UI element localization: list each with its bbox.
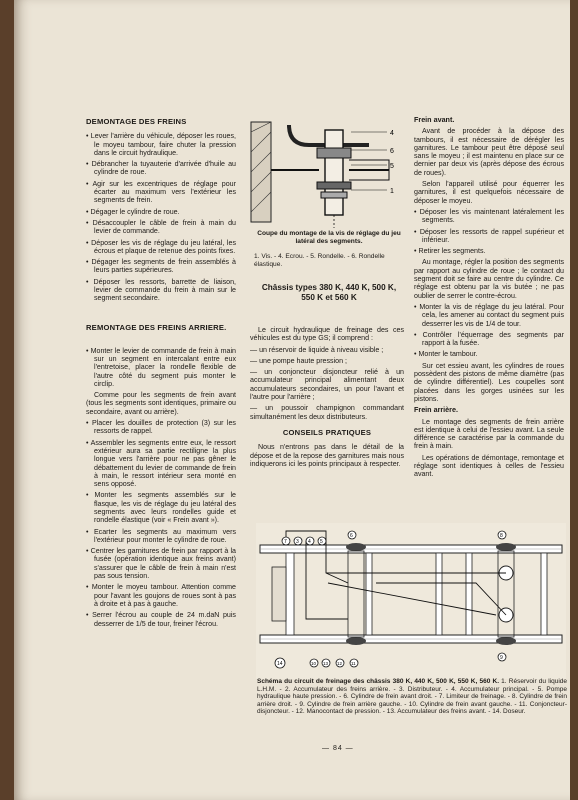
document-page [14, 0, 570, 800]
paragraph: Au montage, régler la position des segments par rapport au cylindre de roue ; le contact du segment doit se faire au centre du cylindre. Ce réglage est obtenu par la vis butée ; ne pas oublier de serrer le contre-écrou. [414, 258, 564, 300]
heading-conseils-pratiques: CONSEILS PRATIQUES [282, 427, 372, 437]
paragraph: Comme pour les segments de frein avant (tous les segments sont identiques, primaire ou secondaire, avant ou arrière). [86, 391, 236, 416]
list-item: • Serrer l'écrou au couple de 24 m.daN puis desserrer de 1/5 de tour, freiner l'écrou. [86, 611, 236, 628]
left-column [86, 118, 236, 631]
chassis-heading: Châssis types 380 K, 440 K, 500 K, 550 K et 560 K [261, 283, 397, 303]
list-item: • Ecarter les segments au maximum vers l'extérieur pour monter le cylindre de roue. [86, 527, 236, 544]
heading-remontage: REMONTAGE DES FREINS ARRIERE. [86, 322, 227, 332]
figure1-caption: Coupe du montage de la vis de réglage du jeu latéral des segments. [257, 230, 401, 245]
list-item: • Placer les douilles de protection (3) sur les ressorts de rappel. [86, 419, 236, 436]
diagram-label-12: 12 [337, 661, 343, 666]
diagram-label-4: 4 [308, 539, 311, 545]
list-item: • Déposer les ressorts, barrette de liaison, levier de commande du frein à main sur le segment secondaire. [86, 277, 236, 303]
callout-5: 5 [390, 163, 394, 170]
demontage-steps [86, 132, 236, 302]
paragraph: Nous n'entrons pas dans le détail de la dépose et de la repose des garnitures mais nous indiquerons ici les points principaux à respecter. [250, 443, 404, 468]
diagram-label-11: 11 [351, 661, 356, 666]
diagram-label-6: 6 [350, 533, 353, 539]
paragraph: Sur cet essieu avant, les cylindres de roues possèdent des pistons de même diamètre (pas de cylindre différentiel). Les coupelles sont placées dans les gorges usinées sur les pistons. [414, 361, 564, 403]
list-item: • Monter le moyeu tambour. Attention comme pour l'avant les goujons de roues sont à pas à droite et à pas à gauche. [86, 583, 236, 608]
paragraph: Selon l'appareil utilisé pour équerrer les garnitures, il est quelquefois nécessaire de déposer le moyeu. [414, 180, 564, 205]
diagram-label-10: 10 [311, 661, 317, 666]
middle-column [250, 326, 404, 471]
figure1-legend: 1. Vis. - 4. Ecrou. - 5. Rondelle. - 6. Rondelle élastique. [254, 253, 385, 268]
diagram-label-3: 3 [296, 539, 299, 545]
subheading-frein-arriere: Frein arrière. [414, 405, 458, 415]
heading-demontage: DEMONTAGE DES FREINS [86, 117, 187, 126]
list-item: — un conjoncteur disjoncteur relié à un accumulateur principal alimentant deux accumulateurs secondaires, un pour l'avant et l'autre pour l'arrière ; [250, 368, 404, 402]
list-item: • Déposer les vis de réglage du jeu latéral, les écrous et plaque de retenue des points fixes. [86, 238, 236, 255]
subheading-frein-avant: Frein avant. [414, 115, 455, 124]
list-item: • Déposer les ressorts de rappel supérieur et inférieur. [414, 227, 564, 244]
callout-1: 1 [390, 188, 394, 195]
list-item: • Désaccoupler le câble de frein à main du levier de commande. [86, 218, 236, 236]
list-item: • Déposer les vis maintenant latéralement les segments. [414, 207, 564, 225]
diagram-label-13: 13 [323, 661, 329, 666]
list-item: • Monter le levier de commande de frein à main sur un segment en intercalant entre eux l'entretoise, placer la rondelle flexible de l'autre côté du segment puis monter le circlip. [86, 346, 236, 388]
callout-6: 6 [390, 148, 394, 155]
list-item: • Monter les segments assemblés sur le flasque, les vis de réglage du jeu latéral des segments avec leurs rondelles guide et rondelle élastique (voir « Frein avant »). [86, 491, 236, 525]
list-item: • Contrôler l'équerrage des segments par rapport à la fusée. [414, 330, 564, 348]
paragraph: Avant de procéder à la dépose des tambours, il est nécessaire de dérégler les garnitures. Le tambour peut être déposé seul sans le moyeu ; il est maintenu en place sur ce dernier par deux vis (après dépose des écrous de roues). [414, 127, 564, 177]
paragraph: Le montage des segments de frein arrière est identique à celui de l'essieu avant. La seule différence se caractérise par la commande du frein à main. [414, 417, 564, 451]
list-item: — un poussoir champignon commandant simultanément les deux distributeurs. [250, 404, 404, 421]
list-item: • Centrer les garnitures de frein par rapport à la fusée (opération identique aux freins avant) s'assurer que le câble de frein à main n'est pas sous tension. [86, 547, 236, 581]
remontage-steps [86, 347, 236, 628]
diagram-label-5: 5 [320, 539, 323, 545]
diagram-label-9: 9 [500, 655, 503, 661]
list-item: • Dégager les segments de frein assemblés à leurs parties supérieures. [86, 258, 236, 275]
paragraph: Les opérations de démontage, remontage et réglage sont identiques à celles de l'essieu avant. [414, 453, 564, 479]
diagram-label-14: 14 [277, 661, 283, 667]
list-item: — une pompe haute pression ; [250, 356, 348, 365]
list-item: • Retirer les segments. [414, 247, 486, 256]
paragraph: Le circuit hydraulique de freinage des ces véhicules est du type GS; il comprend : [250, 326, 404, 343]
diagram-label-8: 8 [500, 533, 503, 539]
adjustment-screw-section-figure [249, 120, 404, 230]
brake-circuit-diagram [256, 523, 566, 679]
page-number: — 84 — [322, 745, 354, 752]
list-item: — un réservoir de liquide à niveau visible ; [250, 345, 384, 354]
diagram-label-7: 7 [284, 539, 287, 545]
list-item: • Lever l'arrière du véhicule, déposer les roues, le moyeu tambour, faire chuter la pression dans le circuit hydraulique. [86, 132, 236, 157]
list-item: • Monter le tambour. [414, 350, 478, 359]
list-item: • Assembler les segments entre eux, le ressort extérieur aura sa partie rectiligne la plus longue vers l'arrière pour ne pas gêner le débattement du levier de commande de frein à main, le ressort intérieur sera monté en sens opposé. [86, 438, 236, 489]
callout-4: 4 [390, 130, 394, 137]
list-item: • Agir sur les excentriques de réglage pour écarter au maximum vers l'extérieur les segments de frein. [86, 179, 236, 205]
list-item: • Monter la vis de réglage du jeu latéral. Pour cela, les amener au contact du segment puis desserrer les vis de 1/4 de tour. [414, 302, 564, 328]
list-item: • Dégager le cylindre de roue. [86, 207, 180, 216]
list-item: • Débrancher la tuyauterie d'arrivée d'huile au cylindre de roue. [86, 160, 236, 177]
diagram-caption: Schéma du circuit de freinage des châssis 380 K, 440 K, 500 K, 550 K, 560 K. 1. Réservoir du liquide L.H.M. - 2. Accumulateur des freins arrière. - 3. Distributeur. - 4. Accumulateur principal. - 5. Pompe hydraulique haute pression. - 6. Cylindre de frein avant droit. - 7. Limiteur de freinage. - 8. Cylindre de frein arrière droit. - 9. Cylindre de frein arrière gauche. - 10. Cylindre de frein avant gauche. - 11. Conjoncteur-disjoncteur. - 12. Manocontact de pression. - 13. Accumulateur des freins avant. - 14. Doseur. [257, 678, 567, 716]
right-column [414, 114, 564, 482]
